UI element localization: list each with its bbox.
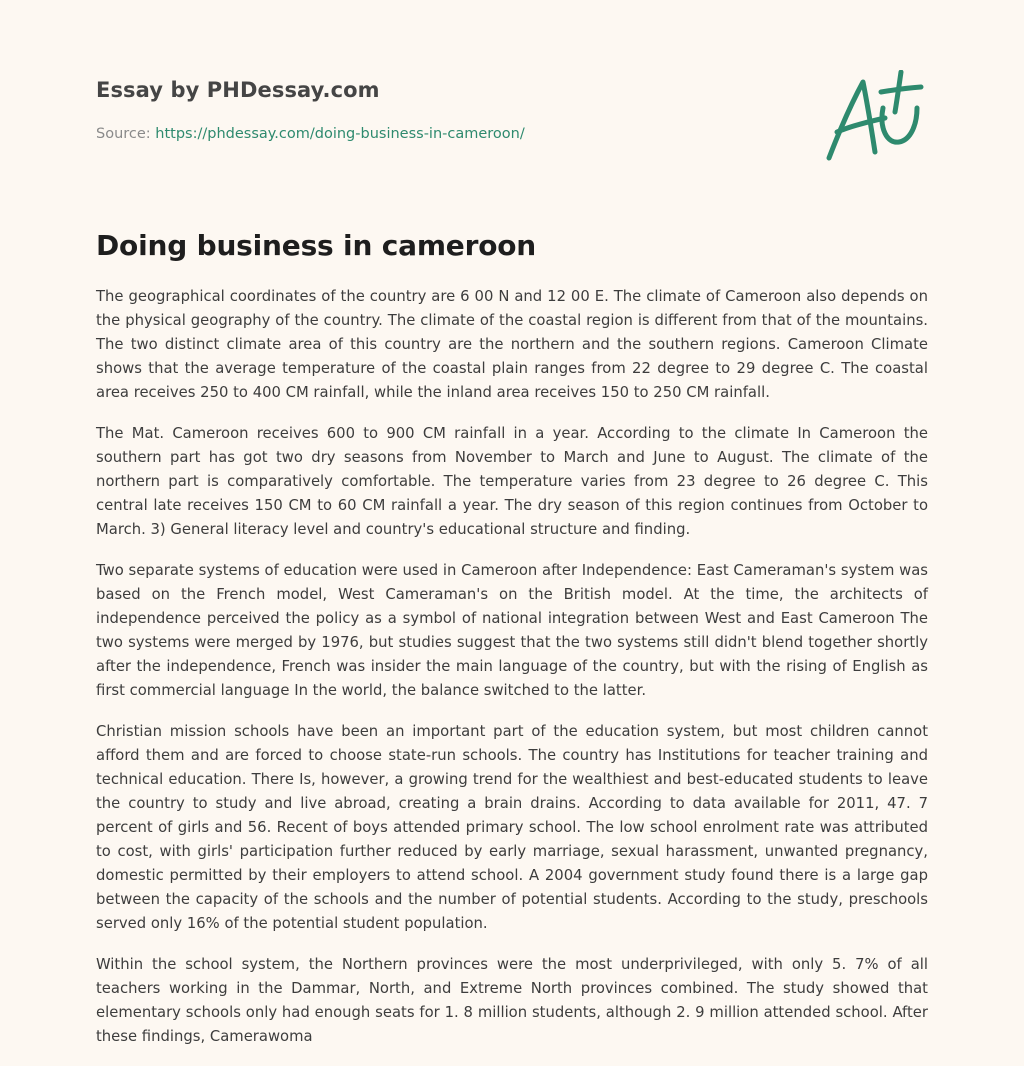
source-line [96, 124, 525, 144]
essay-title: Doing business in cameroon [96, 229, 536, 262]
a-plus-logo-icon [823, 70, 927, 166]
paragraph: The geographical coordinates of the country are 6 00 N and 12 00 E. The climate of Cameroon also depends on the physical geography of the country. The climate of the coastal region is different from that of the mountains. The two distinct climate area of this country are the northern and the southern regions. Cameroon Climate shows that the average temperature of the coastal plain ranges from 22 degree to 29 degree C. The coastal area receives 250 to 400 CM rainfall, while the inland area receives 150 to 250 CM rainfall. [96, 288, 928, 401]
source-label: Source: [96, 126, 156, 142]
essay-body [96, 285, 928, 1066]
site-brand: Essay by PHDessay.com [96, 78, 380, 102]
source-link[interactable]: https://phdessay.com/doing-business-in-cameroon/ [155, 126, 525, 142]
paragraph: Two separate systems of education were used in Cameroon after Independence: East Cameraman's system was based on the French model, West Cameraman's on the British model. At the time, the architects of independence perceived the policy as a symbol of national integration between West and East Cameroon The two systems were merged by 1976, but studies suggest that the two systems still didn't blend together shortly after the independence, French was insider the main language of the country, but with the rising of English as first commercial language In the world, the balance switched to the latter. [96, 562, 928, 699]
paragraph: Within the school system, the Northern provinces were the most underprivileged, with only 5. 7% of all teachers working in the Dammar, North, and Extreme North provinces combined. The study showed that elementary schools only had enough seats for 1. 8 million students, although 2. 9 million attended school. After these findings, Camerawoma [96, 956, 928, 1045]
paragraph: Christian mission schools have been an important part of the education system, but most children cannot afford them and are forced to choose state-run schools. The country has Institutions for teacher training and technical education. There Is, however, a growing trend for the wealthiest and best-educated students to leave the country to study and live abroad, creating a brain drains. According to data available for 2011, 47. 7 percent of girls and 56. Recent of boys attended primary school. The low school enrolment rate was attributed to cost, with girls' participation further reduced by early marriage, sexual harassment, unwanted pregnancy, domestic permitted by their employers to attend school. A 2004 government study found there is a large gap between the capacity of the schools and the number of potential students. According to the study, preschools served only 16% of the potential student population. [96, 723, 928, 932]
paragraph: The Mat. Cameroon receives 600 to 900 CM rainfall in a year. According to the climate In Cameroon the southern part has got two dry seasons from November to March and June to August. The climate of the northern part is comparatively comfortable. The temperature varies from 23 degree to 26 degree C. This central late receives 150 CM to 60 CM rainfall a year. The dry season of this region continues from October to March. 3) General literacy level and country's educational structure and finding. [96, 425, 928, 538]
page-header [96, 76, 928, 166]
